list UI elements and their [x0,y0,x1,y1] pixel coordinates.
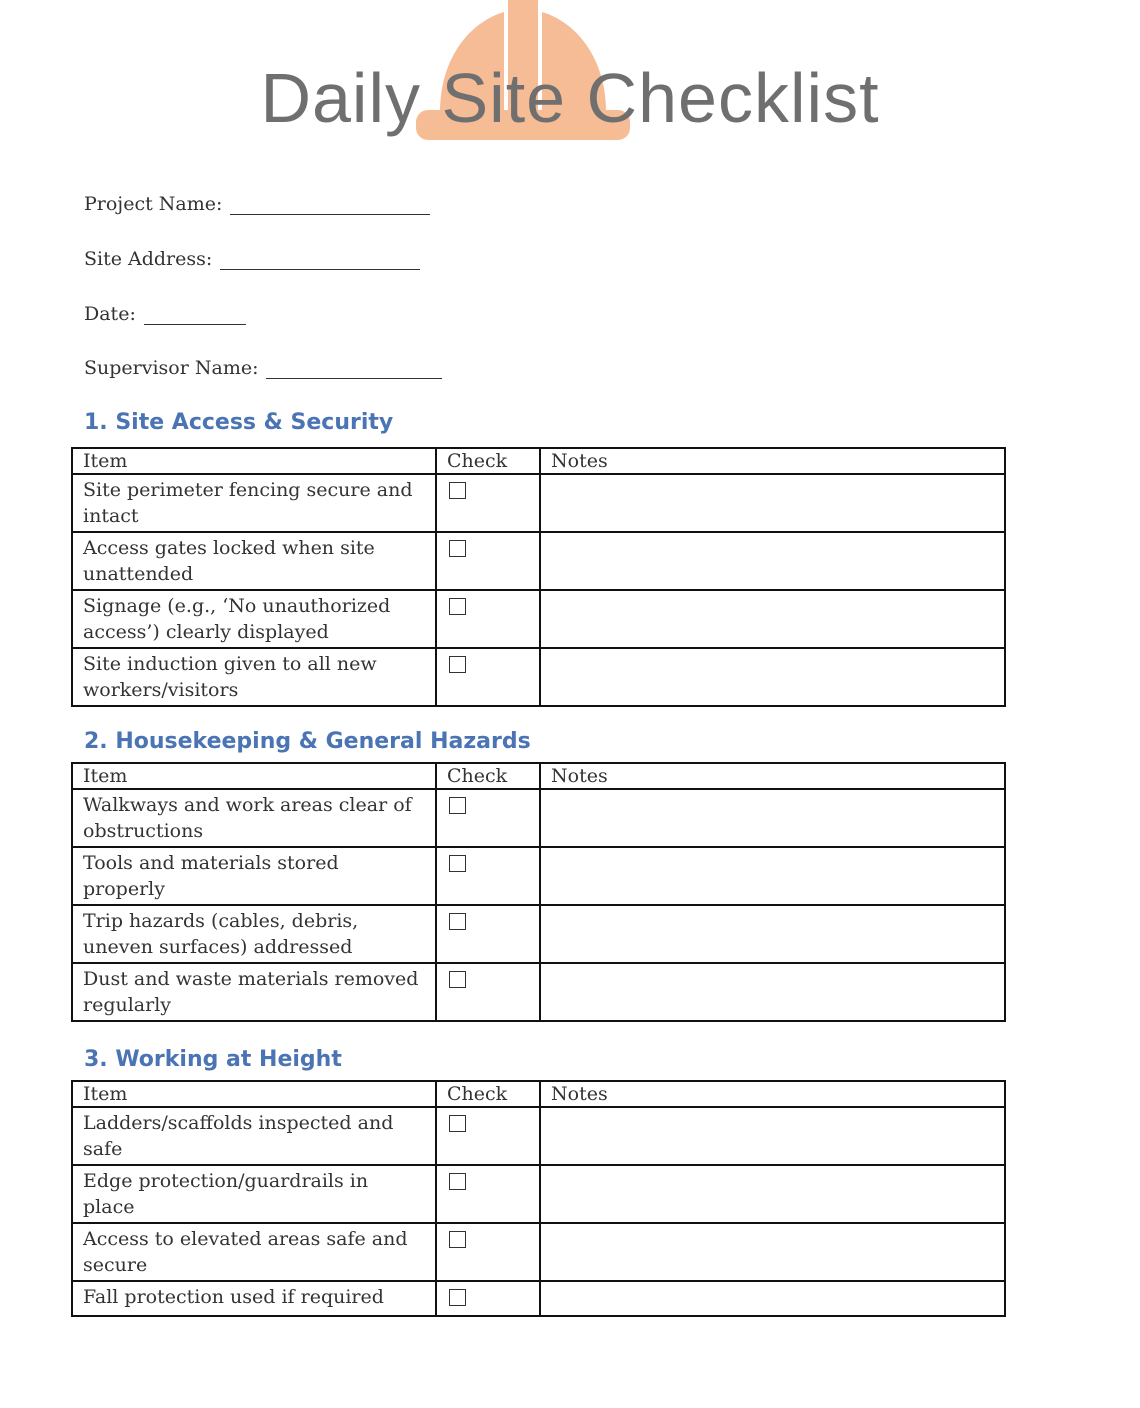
item-text: Signage (e.g., ‘No unauthorized access’) clearly displayed [72,590,436,648]
table-header-row [72,763,1005,789]
page-title: Daily Site Checklist [260,59,880,137]
checkbox[interactable] [449,540,466,557]
column-header-check: Check [436,448,540,474]
item-text: Fall protection used if required [72,1281,436,1316]
table-row [72,905,1005,963]
notes-cell[interactable] [540,963,1005,1021]
checkbox[interactable] [449,1115,466,1132]
check-cell [436,474,540,532]
check-cell [436,963,540,1021]
check-cell [436,590,540,648]
project-name-line[interactable] [230,196,430,215]
notes-cell[interactable] [540,648,1005,706]
checkbox[interactable] [449,482,466,499]
column-header-notes: Notes [540,448,1005,474]
notes-cell[interactable] [540,590,1005,648]
item-text: Trip hazards (cables, debris, uneven surfaces) addressed [72,905,436,963]
notes-cell[interactable] [540,1281,1005,1316]
date-line[interactable] [144,306,246,325]
item-text: Ladders/scaffolds inspected and safe [72,1107,436,1165]
checkbox[interactable] [449,797,466,814]
table-header-row [72,448,1005,474]
item-text: Access to elevated areas safe and secure [72,1223,436,1281]
check-cell [436,1107,540,1165]
section-1-title: 1. Site Access & Security [84,410,394,435]
table-row [72,1107,1005,1165]
date-label: Date: [84,303,136,325]
table-row [72,590,1005,648]
table-row [72,532,1005,590]
check-cell [436,532,540,590]
header [0,0,1140,160]
notes-cell[interactable] [540,532,1005,590]
check-cell [436,1165,540,1223]
supervisor-name-label: Supervisor Name: [84,357,259,379]
notes-cell[interactable] [540,1223,1005,1281]
check-cell [436,847,540,905]
supervisor-name-field[interactable] [84,357,442,379]
site-address-label: Site Address: [84,248,213,270]
notes-cell[interactable] [540,847,1005,905]
table-row [72,1165,1005,1223]
checkbox[interactable] [449,913,466,930]
notes-cell[interactable] [540,905,1005,963]
table-row [72,847,1005,905]
checkbox[interactable] [449,1231,466,1248]
column-header-item: Item [72,763,436,789]
notes-cell[interactable] [540,789,1005,847]
section-1-table [71,447,1006,707]
notes-cell[interactable] [540,474,1005,532]
item-text: Site perimeter fencing secure and intact [72,474,436,532]
table-row [72,1223,1005,1281]
section-3-title: 3. Working at Height [84,1047,342,1072]
table-row [72,1281,1005,1316]
checkbox[interactable] [449,971,466,988]
table-row [72,648,1005,706]
checkbox[interactable] [449,1173,466,1190]
check-cell [436,1281,540,1316]
project-name-field[interactable] [84,193,430,215]
supervisor-name-line[interactable] [266,360,442,379]
notes-cell[interactable] [540,1107,1005,1165]
checkbox[interactable] [449,1289,466,1306]
item-text: Walkways and work areas clear of obstructions [72,789,436,847]
column-header-item: Item [72,1081,436,1107]
checkbox[interactable] [449,855,466,872]
column-header-check: Check [436,1081,540,1107]
project-name-label: Project Name: [84,193,223,215]
date-field[interactable] [84,303,246,325]
item-text: Access gates locked when site unattended [72,532,436,590]
check-cell [436,1223,540,1281]
section-2-table [71,762,1006,1022]
check-cell [436,648,540,706]
checkbox[interactable] [449,598,466,615]
table-row [72,789,1005,847]
check-cell [436,905,540,963]
check-cell [436,789,540,847]
table-row [72,474,1005,532]
table-row [72,963,1005,1021]
item-text: Site induction given to all new workers/visitors [72,648,436,706]
section-3-table [71,1080,1006,1317]
column-header-notes: Notes [540,763,1005,789]
table-header-row [72,1081,1005,1107]
section-2-title: 2. Housekeeping & General Hazards [84,729,531,754]
item-text: Dust and waste materials removed regularly [72,963,436,1021]
notes-cell[interactable] [540,1165,1005,1223]
site-address-line[interactable] [220,251,420,270]
column-header-check: Check [436,763,540,789]
site-address-field[interactable] [84,248,420,270]
checkbox[interactable] [449,656,466,673]
column-header-notes: Notes [540,1081,1005,1107]
column-header-item: Item [72,448,436,474]
item-text: Tools and materials stored properly [72,847,436,905]
item-text: Edge protection/guardrails in place [72,1165,436,1223]
